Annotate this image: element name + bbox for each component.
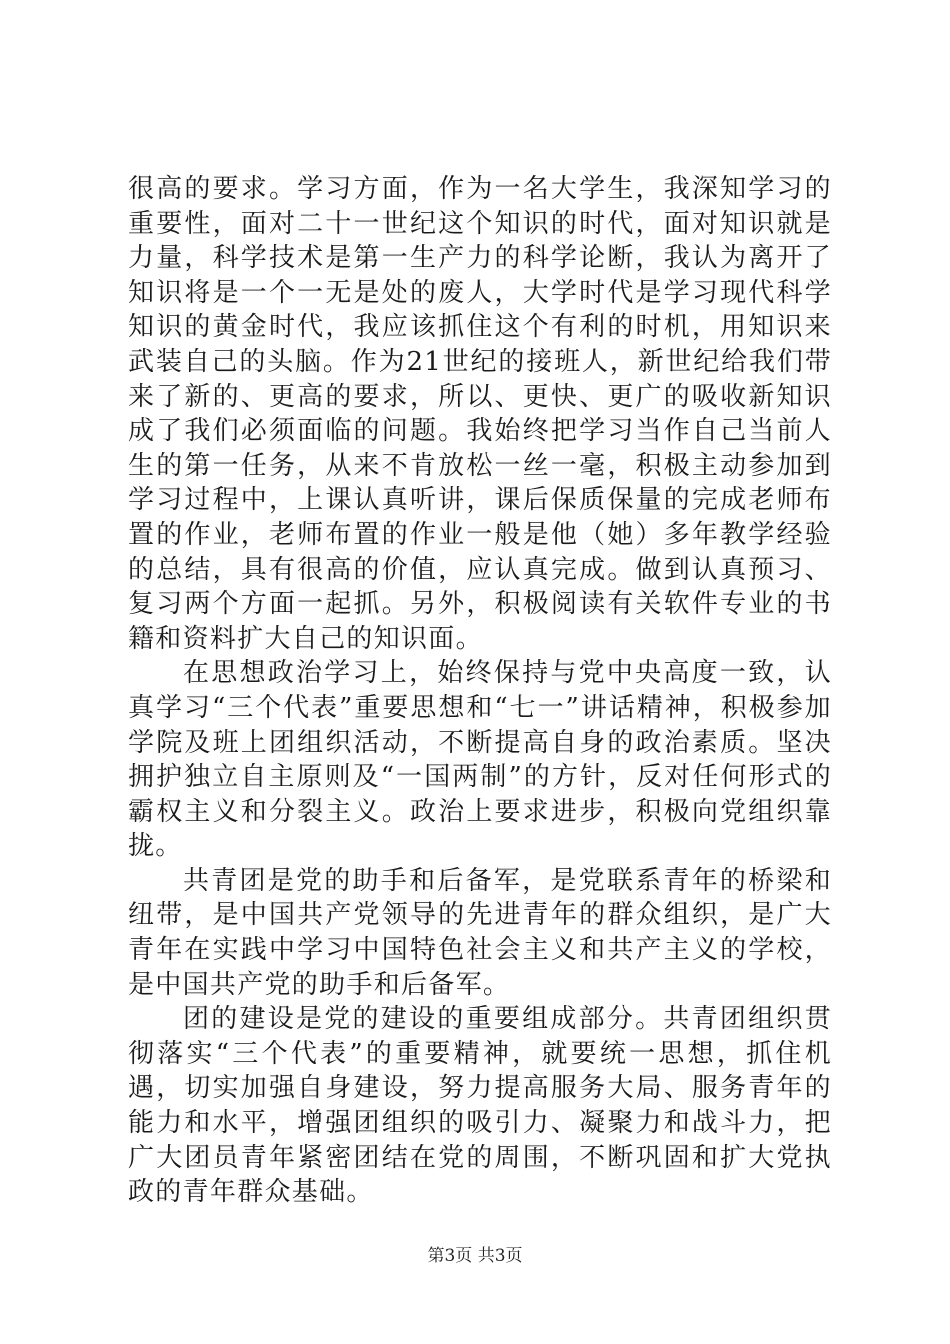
page-number-footer: 第3页 共3页 [427,1246,523,1266]
paragraph-politics: 在思想政治学习上，始终保持与党中央高度一致，认真学习“三个代表”重要思想和“七一”讲话精神，积极参加学院及班上团组织活动，不断提高自身的政治素质。坚决拥护独立自主原则及“一国两制”的方针，反对任何形式的霸权主义和分裂主义。政治上要求进步，积极向党组织靠拢。 [128,658,832,862]
document-body [128,172,832,1210]
paragraph-study: 很高的要求。学习方面，作为一名大学生，我深知学习的重要性，面对二十一世纪这个知识的时代，面对知识就是力量，科学技术是第一生产力的科学论断，我认为离开了知识将是一个一无是处的废人，大学时代是学习现代科学知识的黄金时代，我应该抓住这个有利的时机，用知识来武装自己的头脑。作为21世纪的接班人，新世纪给我们带来了新的、更高的要求，所以、更快、更广的吸收新知识成了我们必须面临的问题。我始终把学习当作自己当前人生的第一任务，从来不肯放松一丝一毫，积极主动参加到学习过程中，上课认真听讲，课后保质保量的完成老师布置的作业，老师布置的作业一般是他（她）多年教学经验的总结，具有很高的价值，应认真完成。做到认真预习、复习两个方面一起抓。另外，积极阅读有关软件专业的书籍和资料扩大自己的知识面。 [128,174,832,654]
paragraph-youth-league: 共青团是党的助手和后备军，是党联系青年的桥梁和纽带，是中国共产党领导的先进青年的群众组织，是广大青年在实践中学习中国特色社会主义和共产主义的学校，是中国共产党的助手和后备军。 [128,865,832,1000]
paragraph-league-building: 团的建设是党的建设的重要组成部分。共青团组织贯彻落实“三个代表”的重要精神，就要统一思想，抓住机遇，切实加强自身建设，努力提高服务大局、服务青年的能力和水平，增强团组织的吸引力、凝聚力和战斗力，把广大团员青年紧密团结在党的周围，不断巩固和扩大党执政的青年群众基础。 [128,1004,832,1208]
